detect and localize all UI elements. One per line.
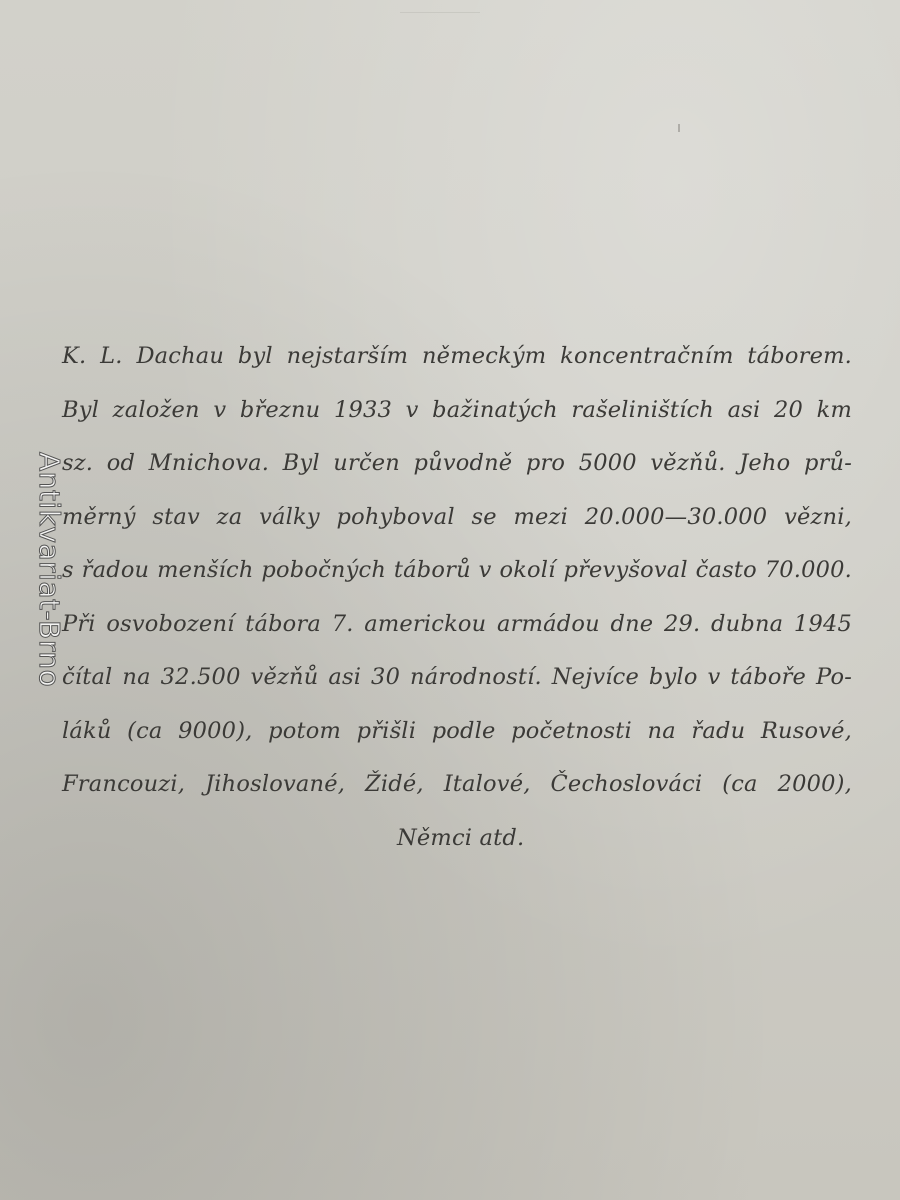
text-line-4: měrný stav za války pohyboval se mezi 20.000—30.000 vězni, xyxy=(62,503,852,530)
watermark-text: Antikvariat-Brno xyxy=(33,452,66,688)
text-line-8: láků (ca 9000), potom přišli podle početnosti na řadu Rusové, xyxy=(62,717,852,744)
body-paragraph xyxy=(62,330,852,865)
text-line-2: Byl založen v březnu 1933 v bažinatých rašeliništích asi 20 km xyxy=(62,396,852,423)
text-line-5: s řadou menších pobočných táborů v okolí převyšoval často 70.000. xyxy=(62,557,852,583)
text-line-6: Při osvobození tábora 7. americkou armádou dne 29. dubna 1945 xyxy=(62,610,852,637)
text-line-7: čítal na 32.500 vězňů asi 30 národností. Nejvíce bylo v táboře Po- xyxy=(62,664,852,690)
page-speck xyxy=(678,124,680,132)
page-mark-top xyxy=(400,0,480,13)
text-line-1: K. L. Dachau byl nejstarším německým koncentračním táborem. xyxy=(62,343,852,369)
text-line-9: Francouzi, Jihoslované, Židé, Italové, Čechoslováci (ca 2000), xyxy=(62,771,852,797)
text-line-10: Němci atd. xyxy=(397,824,525,851)
text-line-3: sz. od Mnichova. Byl určen původně pro 5000 vězňů. Jeho prů- xyxy=(62,450,852,476)
